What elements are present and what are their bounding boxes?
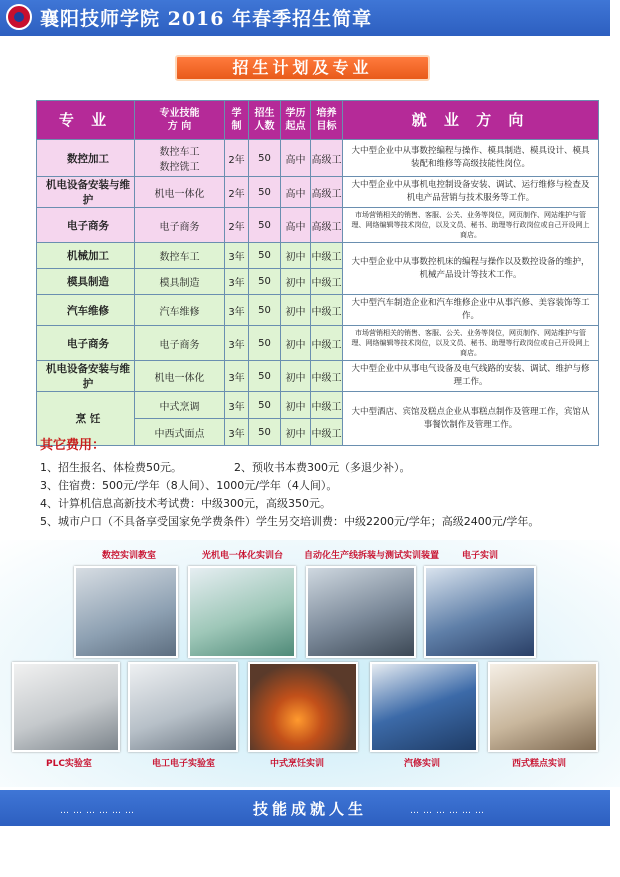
photo-electronics-lab [424, 566, 536, 658]
cell-career: 市场营销相关的销售、客服、公关、业务等岗位，网页制作、网站维护与管理、网络编辑等技术岗位，以及文员、秘书、助理等行政岗位或自己开设网上商店。 [343, 208, 599, 243]
cell-goal: 中级工 [311, 392, 343, 419]
cell-count: 50 [249, 269, 281, 295]
table-row [37, 361, 599, 392]
label-plc-lab: PLC实验室 [46, 759, 92, 769]
cell-goal: 高级工 [311, 208, 343, 243]
cell-years: 3年 [225, 295, 249, 326]
header-career: 就 业 方 向 [343, 101, 599, 140]
cell-count: 50 [249, 243, 281, 269]
cell-major: 烹 饪 [37, 392, 135, 446]
cell-years: 3年 [225, 269, 249, 295]
cell-goal: 中级工 [311, 295, 343, 326]
cell-major: 汽车维修 [37, 295, 135, 326]
cell-education: 初中 [281, 361, 311, 392]
footer-dots-right: ……………… [410, 806, 488, 816]
cell-years: 3年 [225, 243, 249, 269]
label-pastry: 西式糕点实训 [512, 759, 567, 769]
cell-count: 50 [249, 392, 281, 419]
label-auto-repair: 汽修实训 [404, 759, 441, 769]
cell-skill: 机电一体化 [135, 361, 225, 392]
cell-goal: 中级工 [311, 326, 343, 361]
header-years: 学 制 [225, 101, 249, 140]
cell-skill: 数控车工 [135, 243, 225, 269]
cell-years: 3年 [225, 392, 249, 419]
cell-skill: 汽车维修 [135, 295, 225, 326]
fee-line: 3、住宿费：500元/学年（8人间）、1000元/学年（4人间）。 [40, 479, 338, 492]
photo-electrical-lab [128, 662, 238, 752]
cell-education: 初中 [281, 269, 311, 295]
footer-dots-left: ……………… [60, 806, 138, 816]
cell-goal: 高级工 [311, 177, 343, 208]
cell-skill: 机电一体化 [135, 177, 225, 208]
cell-goal: 中级工 [311, 243, 343, 269]
cell-career: 大中型企业中从事机电控制设备安装、调试、运行维修与检查及机电产品营销与技术服务等工作。 [343, 177, 599, 208]
table-row [37, 177, 599, 208]
fee-line: 5、城市户口（不具备享受国家免学费条件）学生另交培训费：中级2200元/学年；高级2400元/学年。 [40, 515, 540, 528]
photo-optomech-lab [188, 566, 296, 658]
photo-cnc-lab [74, 566, 178, 658]
cell-goal: 高级工 [311, 140, 343, 177]
header-count: 招生 人数 [249, 101, 281, 140]
cell-major: 电子商务 [37, 208, 135, 243]
cell-major: 数控加工 [37, 140, 135, 177]
cell-count: 50 [249, 140, 281, 177]
photo-chinese-cooking [248, 662, 358, 752]
section-title: 招生计划及专业 [175, 55, 430, 81]
cell-years: 2年 [225, 140, 249, 177]
table-header-row [37, 101, 599, 140]
cell-education: 高中 [281, 208, 311, 243]
cell-education: 高中 [281, 177, 311, 208]
cell-education: 高中 [281, 140, 311, 177]
cell-career: 大中型企业中从事数控编程与操作、模具制造、模具设计、模具装配和维修等高级技能性岗位。 [343, 140, 599, 177]
cell-years: 3年 [225, 361, 249, 392]
label-automation-lab: 自动化生产线拆装与测试实训装置 [304, 551, 440, 561]
cell-skill: 电子商务 [135, 326, 225, 361]
cell-career: 大中型汽车制造企业和汽车维修企业中从事汽修、美容装饰等工作。 [343, 295, 599, 326]
cell-goal: 中级工 [311, 269, 343, 295]
table-row [37, 243, 599, 269]
cell-education: 初中 [281, 326, 311, 361]
cell-major: 模具制造 [37, 269, 135, 295]
cell-count: 50 [249, 295, 281, 326]
cell-skill: 电子商务 [135, 208, 225, 243]
label-cnc-lab: 数控实训教室 [102, 551, 157, 561]
header-major: 专 业 [37, 101, 135, 140]
fee-line: 4、计算机信息高新技术考试费：中级300元，高级350元。 [40, 497, 331, 510]
cell-major: 机电设备安装与维护 [37, 361, 135, 392]
footer-bar [0, 790, 610, 826]
header-skill: 专业技能 方 向 [135, 101, 225, 140]
header-goal: 培养 目标 [311, 101, 343, 140]
cell-major: 电子商务 [37, 326, 135, 361]
cell-years: 2年 [225, 177, 249, 208]
cell-years: 2年 [225, 208, 249, 243]
photo-automation-lab [306, 566, 416, 658]
cell-count: 50 [249, 326, 281, 361]
other-fees-section [40, 434, 600, 531]
table-row [37, 140, 599, 177]
label-electrical-lab: 电工电子实验室 [152, 759, 216, 769]
cell-skill: 模具制造 [135, 269, 225, 295]
cell-career: 市场营销相关的销售、客服、公关、业务等岗位，网页制作、网站维护与管理、网络编辑等技术岗位，以及文员、秘书、助理等行政岗位或自己开设网上商店。 [343, 326, 599, 361]
cell-career: 大中型酒店、宾馆及糕点企业从事糕点制作及管理工作，宾馆从事餐饮制作及管理工作。 [343, 392, 599, 446]
cell-goal: 中级工 [311, 361, 343, 392]
label-optomech-lab: 光机电一体化实训台 [202, 551, 284, 561]
header-education: 学历 起点 [281, 101, 311, 140]
cell-count: 50 [249, 177, 281, 208]
label-chinese-cooking: 中式烹饪实训 [270, 759, 325, 769]
table-row [37, 208, 599, 243]
footer-slogan: 技能成就人生 [252, 800, 367, 818]
cell-career: 大中型企业中从事数控机床的编程与操作以及数控设备的维护，机械产品设计等技术工作。 [343, 243, 599, 295]
photo-plc-lab [12, 662, 120, 752]
enrollment-plan-table [36, 100, 599, 446]
cell-major: 机械加工 [37, 243, 135, 269]
photo-pastry [488, 662, 598, 752]
header-bar [0, 0, 610, 36]
cell-education: 初中 [281, 392, 311, 419]
cell-skill: 中式烹调 [135, 392, 225, 419]
fee-line: 1、招生报名、体检费50元。 2、预收书本费300元（多退少补）。 [40, 461, 411, 474]
cell-count: 50 [249, 361, 281, 392]
cell-goal: 中级工 [311, 419, 343, 446]
cell-career: 大中型企业中从事电气设备及电气线路的安装、调试、维护与修理工作。 [343, 361, 599, 392]
cell-years: 3年 [225, 326, 249, 361]
cell-count: 50 [249, 419, 281, 446]
cell-major: 机电设备安装与维护 [37, 177, 135, 208]
cell-years: 3年 [225, 419, 249, 446]
cell-count: 50 [249, 208, 281, 243]
label-electronics-lab: 电子实训 [462, 551, 499, 561]
cell-skill: 中西式面点 [135, 419, 225, 446]
school-logo-icon [6, 4, 32, 30]
table-row [37, 326, 599, 361]
training-photos-area [0, 540, 620, 787]
cell-skill: 数控车工 数控铣工 [135, 140, 225, 177]
photo-auto-repair [370, 662, 478, 752]
table-row [37, 295, 599, 326]
page-title: 襄阳技师学院 2016 年春季招生简章 [40, 8, 373, 30]
cell-education: 初中 [281, 295, 311, 326]
fees-title: 其它费用： [40, 438, 106, 453]
cell-education: 初中 [281, 243, 311, 269]
cell-education: 初中 [281, 419, 311, 446]
table-row [37, 392, 599, 419]
